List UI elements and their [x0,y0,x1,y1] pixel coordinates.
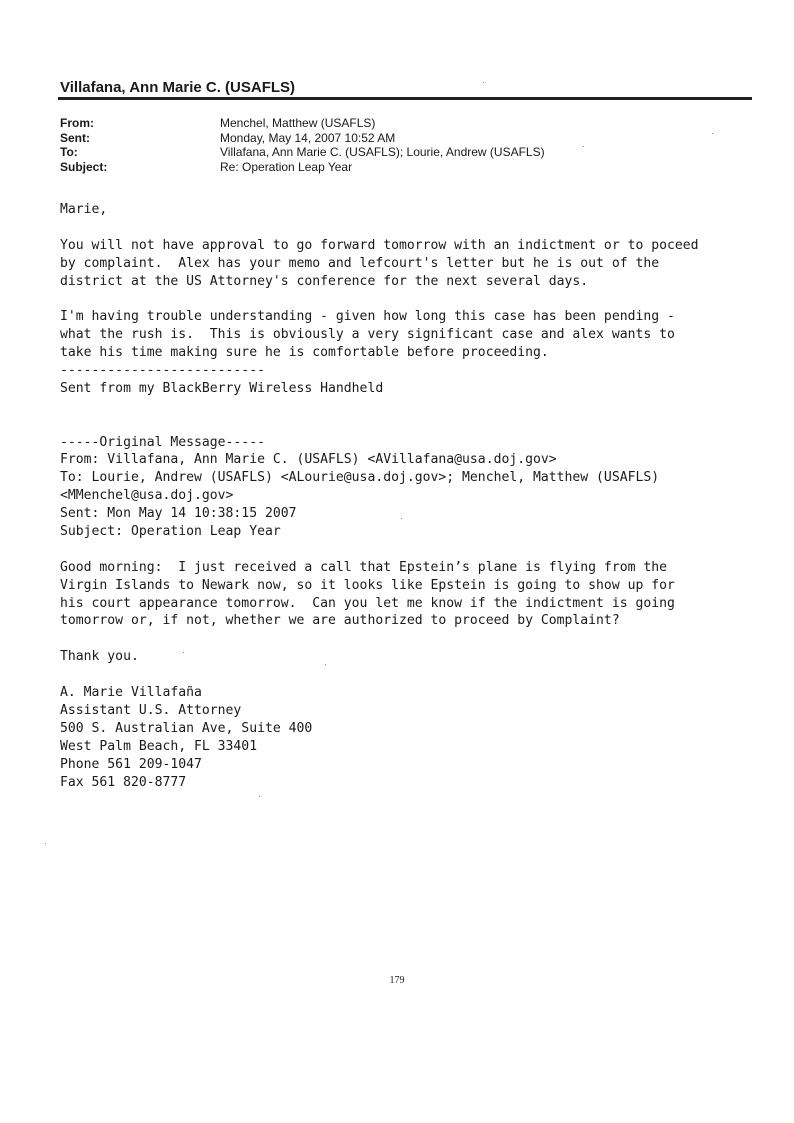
body-line: take his time making sure he is comfortable before proceeding. [60,345,549,361]
body-line: -----Original Message----- [60,434,265,450]
body-line: To: Lourie, Andrew (USAFLS) <ALourie@usa.doj.gov>; Menchel, Matthew (USAFLS) [60,470,660,486]
body-line [60,398,760,416]
scan-speck [401,518,402,519]
body-line: You will not have approval to go forward tomorrow with an indictment or to poceed [60,237,699,253]
page-number: 179 [389,975,405,986]
body-line [60,416,760,434]
body-line [60,666,760,684]
email-body [60,201,760,791]
body-line: Good morning: I just received a call that Epstein’s plane is flying from the [60,559,667,575]
to-row [60,145,545,160]
email-header [60,116,545,174]
body-line: Sent: Mon May 14 10:38:15 2007 [60,506,297,522]
body-line [60,630,760,648]
body-line: I'm having trouble understanding - given how long this case has been pending - [60,309,675,325]
body-line: Phone 561 209-1047 [60,756,202,772]
subject-row [60,160,545,175]
body-line [60,541,760,559]
body-line: what the rush is. This is obviously a very significant case and alex wants to [60,327,675,343]
body-line: district at the US Attorney's conference for the next several days. [60,273,589,289]
scan-speck [183,652,184,653]
body-line: Marie, [60,202,108,217]
body-line [60,219,760,237]
subject-value: Re: Operation Leap Year [220,159,353,174]
body-line: From: Villafana, Ann Marie C. (USAFLS) <AVillafana@usa.doj.gov> [60,452,557,468]
to-value: Villafana, Ann Marie C. (USAFLS); Lourie, Andrew (USAFLS) [220,145,545,159]
scan-speck [712,133,713,134]
body-line: A. Marie Villafaña [60,685,202,701]
body-line: tomorrow or, if not, whether we are authorized to proceed by Complaint? [60,613,620,629]
body-line: West Palm Beach, FL 33401 [60,738,258,754]
scan-speck [483,82,484,83]
sent-label: Sent: [60,130,90,145]
body-line: Virgin Islands to Newark now, so it looks like Epstein is going to show up for [60,577,675,593]
body-line: Fax 561 820-8777 [60,774,187,790]
body-line: Subject: Operation Leap Year [60,524,281,540]
body-line: <MMenchel@usa.doj.gov> [60,488,234,504]
body-line: Thank you. [60,649,139,665]
body-line: by complaint. Alex has your memo and lefcourt's letter but he is out of the [60,255,660,271]
title-rule [58,97,752,100]
from-value: Menchel, Matthew (USAFLS) [220,116,376,130]
subject-label: Subject: [60,159,108,174]
body-line: -------------------------- [60,363,265,379]
sent-row [60,131,545,146]
body-line: 500 S. Australian Ave, Suite 400 [60,720,313,736]
from-row [60,116,545,131]
from-label: From: [60,116,94,130]
scan-speck [583,146,584,147]
body-line [60,290,760,308]
to-label: To: [60,145,78,159]
mailbox-owner-title: Villafana, Ann Marie C. (USAFLS) [60,79,296,96]
body-line: his court appearance tomorrow. Can you let me know if the indictment is going [60,595,675,611]
scan-speck [325,664,326,665]
scan-speck [259,796,260,797]
body-line: Sent from my BlackBerry Wireless Handheld [60,380,384,396]
body-line: Assistant U.S. Attorney [60,702,242,718]
scan-speck [45,843,46,844]
sent-value: Monday, May 14, 2007 10:52 AM [220,130,396,145]
